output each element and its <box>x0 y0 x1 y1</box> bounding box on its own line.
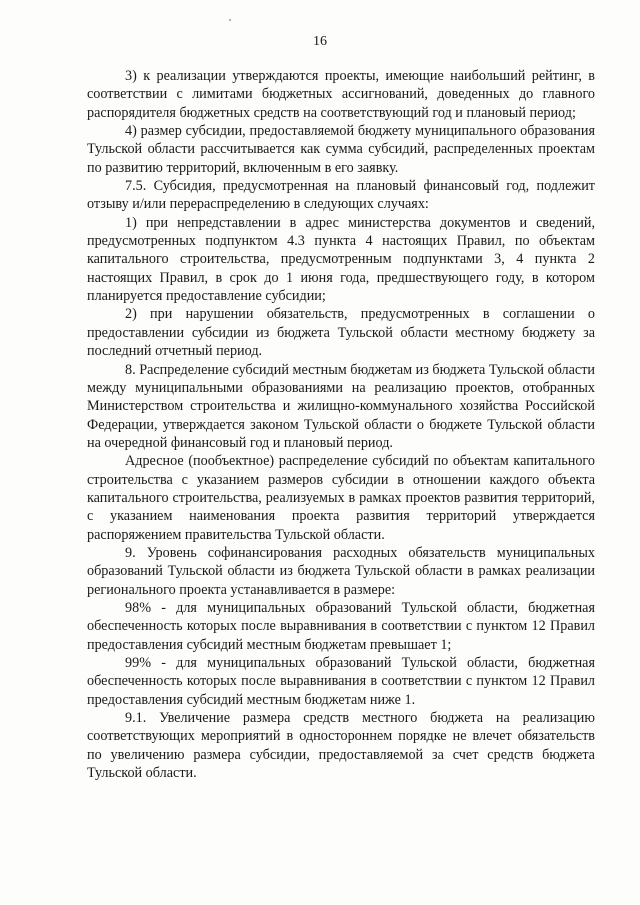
document-body <box>87 67 595 782</box>
paragraph: 9.1. Увеличение размера средств местного бюджета на реализацию соответствующих мероприятий в одностороннем порядке не влечет обязательств по увеличению размера субсидии, предоставляемой за счет средств бюджета Тульской области. <box>87 710 595 782</box>
paragraph: 9. Уровень софинансирования расходных обязательств муниципальных образований Тульской области из бюджета Тульской области в рамках реализации регионального проекта устанавливается в размере: <box>87 544 595 598</box>
paragraph: Адресное (пообъектное) распределение субсидий по объектам капитального строительства с указанием размеров субсидии в отношении каждого объекта капитального строительства, реализуемых в рамках проектов развития территорий, с указанием наименования проекта развития территорий утверждается распоряжением правительства Тульской области. <box>87 453 595 543</box>
paragraph: 3) к реализации утверждаются проекты, имеющие наибольший рейтинг, в соответствии с лимитами бюджетных ассигнований, доведенных до главного распорядителя бюджетных средств на соответствующий год и плановый период; <box>87 68 595 121</box>
scan-speck <box>229 19 231 21</box>
paragraph: 98% - для муниципальных образований Тульской области, бюджетная обеспеченность которых после выравнивания в соответствии с пунктом 12 Правил предоставления субсидий местным бюджетам превышает 1; <box>87 599 595 653</box>
paragraph: 4) размер субсидии, предоставляемой бюджету муниципального образования Тульской области рассчитывается как сумма субсидий, распределенных проектам по развитию территорий, включенным в его заявку. <box>87 123 595 176</box>
page-number: 16 <box>313 34 327 49</box>
paragraph: 7.5. Субсидия, предусмотренная на плановый финансовый год, подлежит отзыву и/или перераспределению в следующих случаях: <box>87 178 595 213</box>
paragraph: 1) при непредставлении в адрес министерства документов и сведений, предусмотренных подпунктом 4.3 пункта 4 настоящих Правил, по объектам капитального строительства, предусмотренным подпунктами 3, 4 пункта 2 настоящих Правил, в срок до 1 июня года, предшествующего году, в котором планируется предоставление субсидии; <box>87 214 595 305</box>
paragraph: 99% - для муниципальных образований Тульской области, бюджетная обеспеченность которых после выравнивания в соответствии с пунктом 12 Правил предоставления субсидий местным бюджетам ниже 1. <box>87 655 595 708</box>
paragraph: 2) при нарушении обязательств, предусмотренных в соглашении о предоставлении субсидии из бюджета Тульской области местному бюджету за последний отчетный период. <box>87 306 595 360</box>
paragraph: 8. Распределение субсидий местным бюджетам из бюджета Тульской области между муниципальными образованиями на реализацию проектов, отобранных Министерством строительства и жилищно-коммунального хозяйства Российской Федерации, утверждается законом Тульской области о бюджете Тульской области на очередной финансовый год и плановый период. <box>87 361 595 451</box>
